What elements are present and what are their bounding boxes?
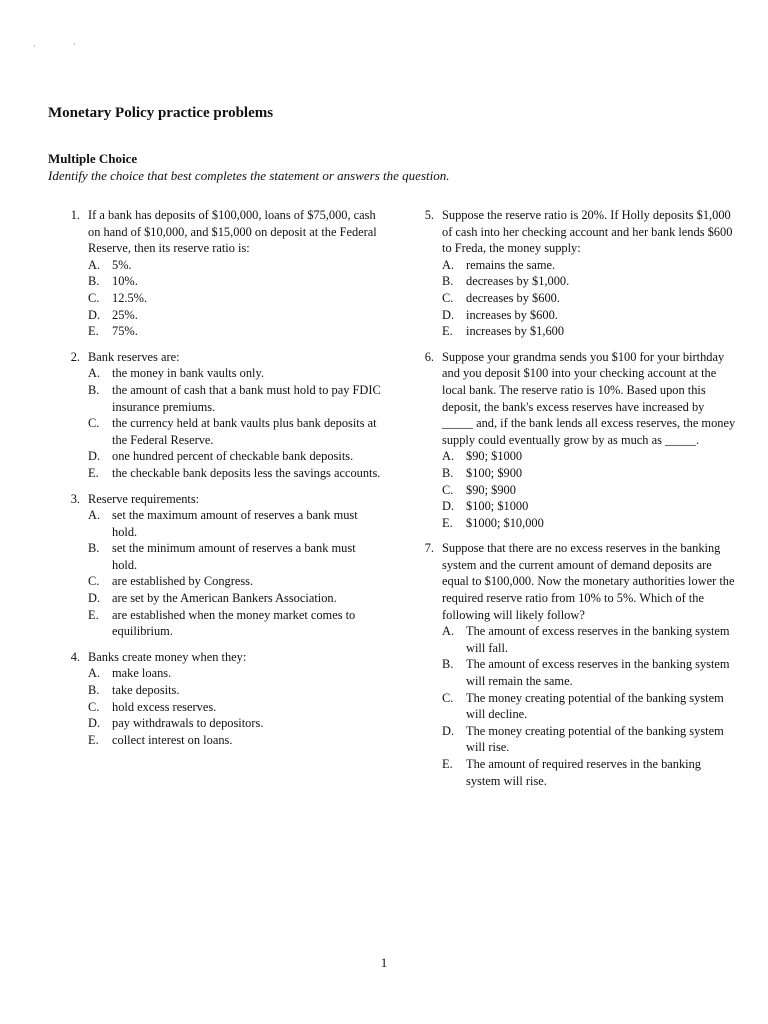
question-5: [414, 207, 736, 340]
question-1: [60, 207, 382, 340]
choice-item: [442, 482, 736, 499]
choice-text: increases by $1,600: [466, 324, 565, 339]
section-heading: Multiple Choice: [48, 151, 138, 166]
choice-item: [442, 723, 736, 756]
choice-item: [88, 465, 382, 482]
choice-text: the amount of cash that a bank must hold to pay FDIC insurance premiums.: [112, 382, 381, 414]
choice-letter: D.: [88, 591, 101, 606]
choice-text: The amount of required reserves in the banking system will rise.: [466, 757, 701, 788]
choice-item: [442, 273, 736, 290]
choice-text: 75%.: [112, 324, 138, 339]
choice-letter: D.: [88, 307, 101, 322]
question-stem: If a bank has deposits of $100,000, loans of $75,000, cash on hand of $10,000, and $15,000 on deposit at the Federal Reserve, then its reserve ratio is:: [88, 208, 377, 256]
left-column: [60, 207, 382, 757]
choice-item: [88, 448, 382, 465]
choice-letter: A.: [442, 624, 455, 639]
question-7: [414, 540, 736, 789]
choice-text: 12.5%.: [112, 290, 148, 305]
question-number: 1.: [70, 208, 80, 222]
choice-letter: B.: [442, 657, 454, 672]
question-number: 5.: [424, 208, 434, 222]
choice-list: [88, 507, 382, 640]
choice-text: $100; $1000: [466, 499, 529, 514]
question-number: 4.: [70, 649, 80, 664]
choice-text: 10%.: [112, 274, 138, 289]
choice-text: $90; $1000: [466, 449, 523, 464]
choice-letter: C.: [88, 574, 100, 589]
choice-item: [88, 590, 382, 607]
choice-item: [442, 756, 736, 789]
scan-speck: ·: [33, 42, 36, 51]
choice-text: 25%.: [112, 307, 138, 322]
choice-letter: A.: [88, 366, 101, 381]
question-stem: Suppose the reserve ratio is 20%. If Holly deposits $1,000 of cash into her checking account and her bank lends $600 to Freda, the money supply:: [442, 208, 733, 256]
choice-list: [88, 365, 382, 481]
choice-letter: A.: [88, 257, 101, 272]
question-number: 3.: [70, 491, 80, 506]
choice-text: make loans.: [112, 666, 172, 681]
choice-item: [88, 273, 382, 290]
choice-letter: A.: [88, 508, 101, 523]
question-number: 2.: [70, 349, 80, 364]
choice-letter: E.: [88, 324, 99, 339]
choice-item: [88, 415, 382, 448]
question-number: 6.: [424, 349, 434, 364]
choice-letter: B.: [442, 274, 454, 289]
choice-item: [88, 682, 382, 699]
choice-letter: C.: [88, 699, 100, 714]
choice-text: one hundred percent of checkable bank deposits.: [112, 449, 354, 464]
choice-letter: A.: [88, 666, 101, 681]
choice-letter: E.: [442, 324, 453, 339]
choice-letter: D.: [88, 716, 101, 731]
question-6: [414, 349, 736, 532]
choice-text: are established by Congress.: [112, 574, 254, 589]
choice-text: take deposits.: [112, 683, 180, 698]
choice-letter: E.: [442, 757, 453, 771]
choice-letter: C.: [88, 416, 100, 431]
choice-text: $1000; $10,000: [466, 515, 544, 530]
choice-text: The money creating potential of the banking system will rise.: [466, 723, 724, 755]
question-4: [60, 649, 382, 749]
choice-item: [442, 465, 736, 482]
choice-item: [88, 257, 382, 274]
choice-text: are established when the money market comes to equilibrium.: [112, 607, 356, 639]
choice-letter: D.: [442, 307, 455, 322]
choice-item: [88, 307, 382, 324]
question-stem: Suppose your grandma sends you $100 for your birthday and you deposit $100 into your checking account at the local bank. The reserve ratio is 10%. Based upon this deposit, the bank's excess reserves have increased by _____ and, if the bank lends all excess reserves, the money supply could eventually grow by as much as _____.: [442, 349, 736, 447]
choice-letter: A.: [442, 449, 455, 464]
choice-item: [442, 257, 736, 274]
question-stem: Suppose that there are no excess reserves in the banking system and the current amount of demand deposits are equal to $100,000. Now the monetary authorities lower the required reserve ratio from 10% to 5%. Which of the following will likely follow?: [442, 541, 735, 622]
choice-item: [442, 690, 736, 723]
choice-item: [88, 715, 382, 732]
choice-letter: E.: [88, 465, 99, 480]
choice-letter: B.: [88, 683, 100, 698]
choice-letter: E.: [88, 607, 99, 622]
choice-letter: E.: [442, 515, 453, 530]
choice-text: remains the same.: [466, 257, 556, 272]
choice-text: decreases by $600.: [466, 290, 560, 305]
choice-list: [442, 623, 736, 789]
choice-item: [442, 290, 736, 307]
page-number: 1: [380, 955, 388, 970]
choice-letter: B.: [442, 465, 454, 480]
choice-text: collect interest on loans.: [112, 732, 233, 747]
question-2: [60, 349, 382, 482]
choice-text: the checkable bank deposits less the savings accounts.: [112, 465, 381, 480]
choice-item: [442, 656, 736, 689]
choice-item: [442, 498, 736, 515]
question-stem: Banks create money when they:: [88, 649, 247, 664]
choice-item: [88, 540, 382, 573]
choice-letter: D.: [88, 449, 101, 464]
choice-list: [442, 448, 736, 531]
choice-text: $90; $900: [466, 482, 516, 497]
choice-text: pay withdrawals to depositors.: [112, 716, 264, 731]
choice-letter: C.: [88, 290, 100, 305]
choice-letter: C.: [442, 690, 454, 705]
choice-letter: D.: [442, 499, 455, 514]
choice-list: [88, 257, 382, 340]
choice-text: the currency held at bank vaults plus bank deposits at the Federal Reserve.: [112, 416, 377, 447]
scan-speck: ·: [73, 40, 76, 49]
choice-item: [88, 290, 382, 307]
choice-text: hold excess reserves.: [112, 699, 217, 714]
choice-item: [88, 699, 382, 716]
instructions-text: Identify the choice that best completes the statement or answers the question.: [48, 168, 450, 183]
choice-item: [442, 515, 736, 532]
choice-text: increases by $600.: [466, 307, 558, 322]
choice-text: set the maximum amount of reserves a bank must hold.: [112, 508, 358, 539]
question-stem: Bank reserves are:: [88, 349, 180, 364]
choice-text: The amount of excess reserves in the banking system will remain the same.: [466, 657, 730, 689]
choice-text: The amount of excess reserves in the banking system will fall.: [466, 624, 730, 655]
right-column: [414, 207, 736, 798]
choice-text: The money creating potential of the banking system will decline.: [466, 690, 724, 722]
choice-letter: C.: [442, 290, 454, 305]
question-stem: Reserve requirements:: [88, 491, 200, 506]
choice-letter: B.: [88, 541, 100, 556]
choice-letter: A.: [442, 257, 455, 272]
choice-text: the money in bank vaults only.: [112, 366, 264, 381]
choice-item: [442, 323, 736, 340]
choice-item: [88, 365, 382, 382]
choice-text: set the minimum amount of reserves a bank must hold.: [112, 541, 356, 572]
choice-text: are set by the American Bankers Association.: [112, 591, 337, 606]
choice-text: 5%.: [112, 257, 132, 272]
choice-letter: D.: [442, 723, 455, 738]
choice-letter: B.: [88, 274, 100, 289]
choice-text: decreases by $1,000.: [466, 274, 570, 289]
choice-list: [88, 665, 382, 748]
choice-list: [442, 257, 736, 340]
choice-letter: C.: [442, 482, 454, 497]
choice-text: $100; $900: [466, 465, 523, 480]
page-title: Monetary Policy practice problems: [48, 105, 274, 121]
choice-item: [88, 665, 382, 682]
choice-item: [88, 732, 382, 749]
choice-item: [442, 448, 736, 465]
choice-letter: E.: [88, 732, 99, 747]
choice-item: [442, 307, 736, 324]
choice-item: [442, 623, 736, 656]
question-number: 7.: [424, 541, 434, 556]
choice-item: [88, 573, 382, 590]
choice-item: [88, 607, 382, 640]
choice-item: [88, 323, 382, 340]
choice-letter: B.: [88, 382, 100, 397]
question-3: [60, 491, 382, 640]
choice-item: [88, 507, 382, 540]
choice-item: [88, 382, 382, 415]
